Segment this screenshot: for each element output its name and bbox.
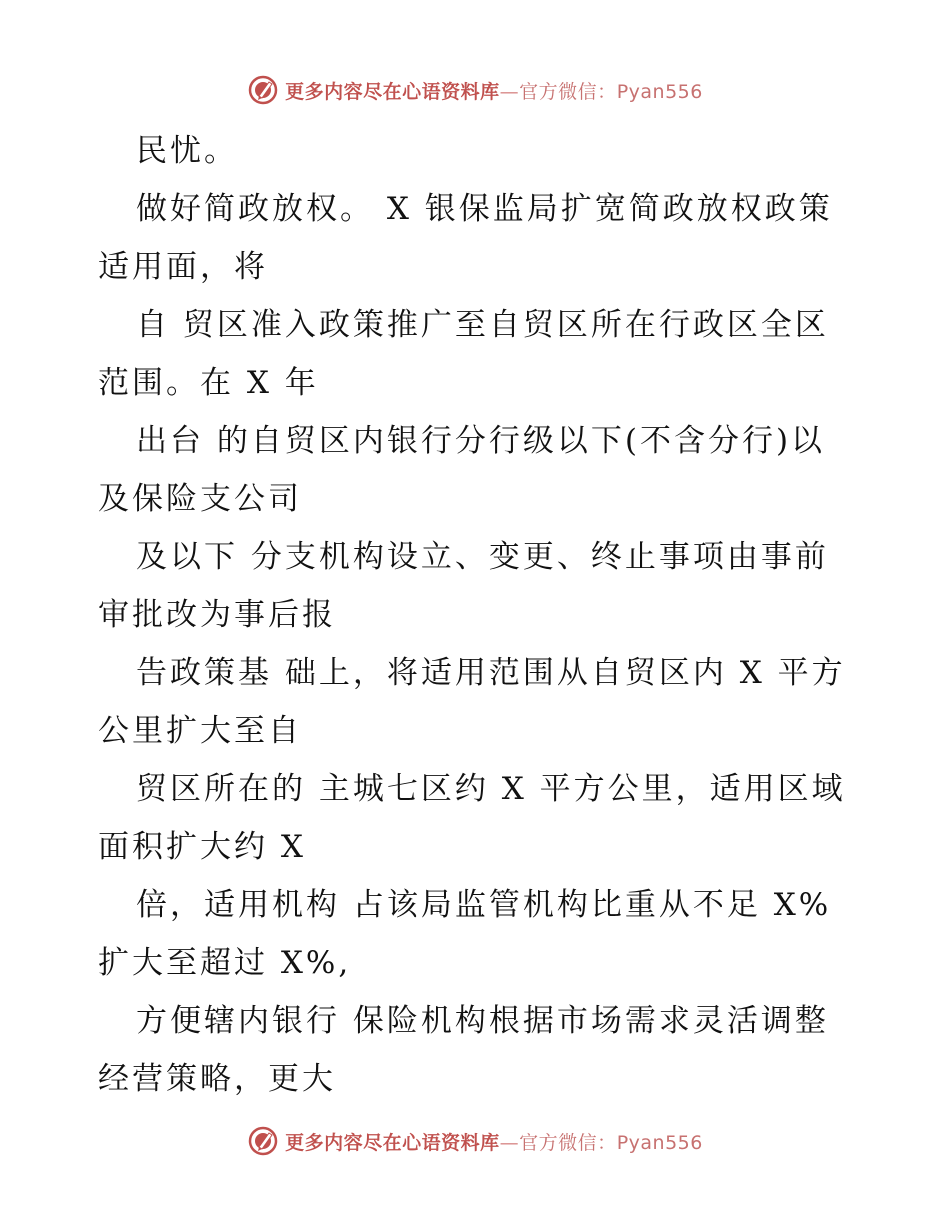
pen-logo-icon	[247, 1125, 279, 1157]
watermark-text: 更多内容尽在心语资料库—官方微信：Pyan556	[285, 1131, 703, 1154]
text-line: 告政策基 础上，将适用范围从自贸区内 X 平方	[136, 655, 846, 691]
text-line: 做好简政放权。 X 银保监局扩宽简政放权政策	[136, 191, 833, 227]
watermark-header	[0, 72, 950, 108]
text-line: 适用面，将	[98, 249, 268, 285]
text-line: 范围。在 X 年	[98, 365, 319, 401]
text-line: 审批改为事后报	[98, 597, 336, 633]
text-line: 面积扩大约 X	[98, 829, 306, 865]
document-body	[98, 122, 858, 1108]
text-line: 扩大至超过 X%,	[98, 945, 352, 981]
text-line: 自 贸区准入政策推广至自贸区所在行政区全区	[136, 307, 829, 343]
text-line: 贸区所在的 主城七区约 X 平方公里，适用区域	[136, 771, 846, 807]
text-line: 方便辖内银行 保险机构根据市场需求灵活调整	[136, 1003, 829, 1039]
text-line: 经营策略，更大	[98, 1061, 336, 1097]
watermark-text: 更多内容尽在心语资料库—官方微信：Pyan556	[285, 80, 703, 103]
text-line: 及保险支公司	[98, 481, 302, 517]
text-line: 出台 的自贸区内银行分行级以下(不含分行)以	[136, 423, 826, 459]
text-line: 及以下 分支机构设立、变更、终止事项由事前	[136, 539, 829, 575]
text-line: 公里扩大至自	[98, 713, 302, 749]
text-line: 民忧。	[136, 133, 238, 169]
watermark-footer	[0, 1123, 950, 1159]
text-line: 倍，适用机构 占该局监管机构比重从不足 X%	[136, 887, 832, 923]
pen-logo-icon	[247, 74, 279, 106]
